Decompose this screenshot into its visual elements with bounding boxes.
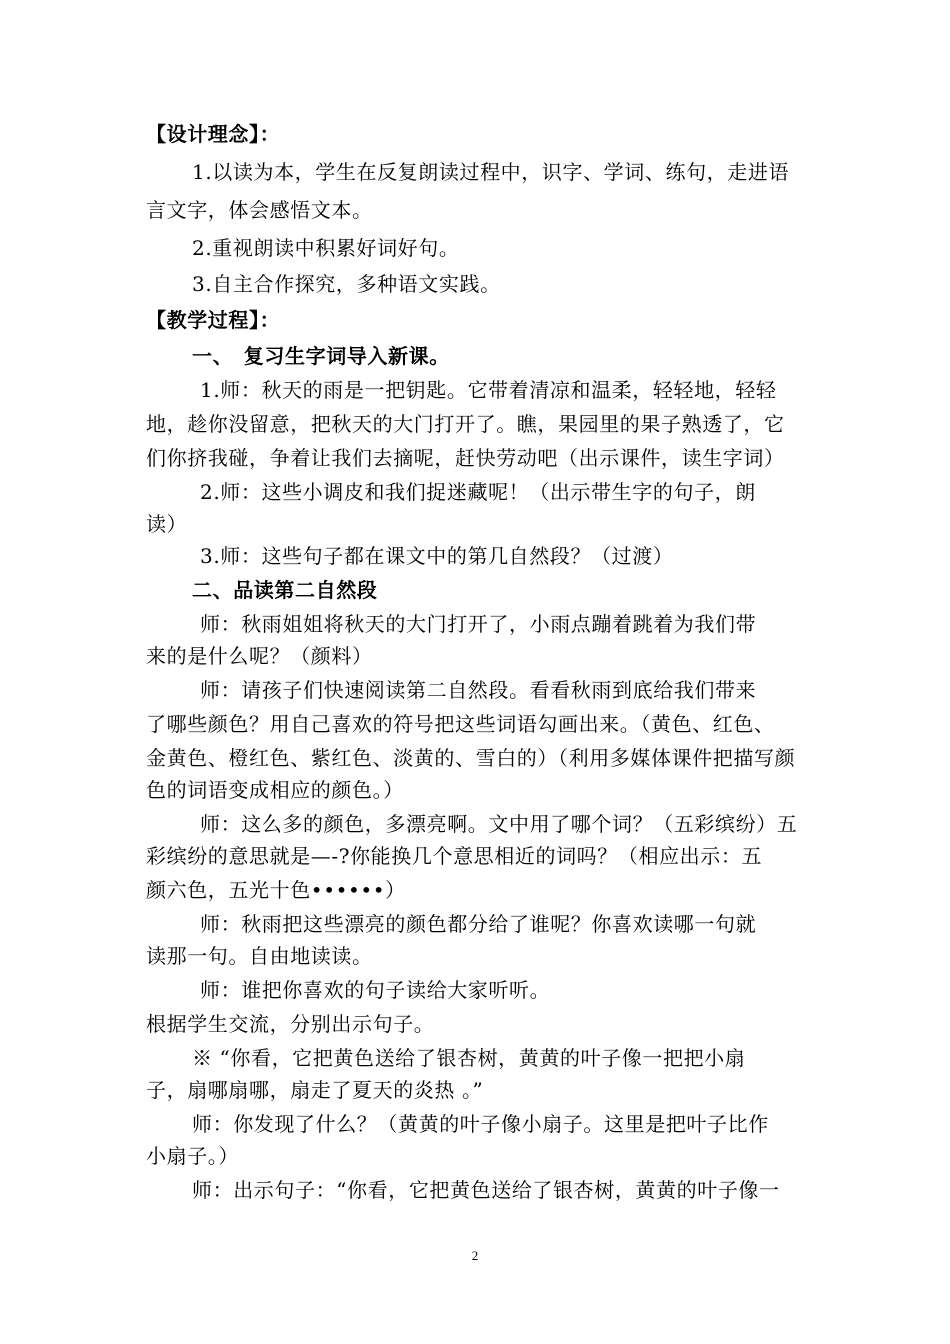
page-number: 2 <box>471 1248 479 1263</box>
paragraph-line: 师：这么多的颜色，多漂亮啊。文中用了哪个词？（五彩缤纷）五 <box>200 812 798 836</box>
paragraph-line: 言文字，体会感悟文本。 <box>146 198 373 222</box>
paragraph-line: 来的是什么呢？（颜料） <box>146 644 373 668</box>
paragraph-line: 了哪些颜色？用自己喜欢的符号把这些词语勾画出来。（黄色、红色、 <box>146 712 775 736</box>
paragraph-line: 彩缤纷的意思就是—-?你能换几个意思相近的词吗？（相应出示：五 <box>146 844 763 868</box>
paragraph-line: 色的词语变成相应的颜色。） <box>146 778 404 802</box>
paragraph-line: 3.师：这些句子都在课文中的第几自然段？（过渡） <box>200 544 674 568</box>
paragraph-line: 子，扇哪扇哪，扇走了夏天的炎热 。” <box>146 1078 484 1102</box>
paragraph-line: 3.自主合作探究，多种语文实践。 <box>192 272 501 296</box>
paragraph-line: 1.师：秋天的雨是一把钥匙。它带着清凉和温柔，轻轻地，轻轻 <box>200 378 777 402</box>
paragraph-line: 们你挤我碰，争着让我们去摘呢，赶快劳动吧（出示课件，读生字词） <box>146 446 785 470</box>
paragraph-line: 2.重视朗读中积累好词好句。 <box>192 236 460 260</box>
paragraph-line: 地，趁你没留意，把秋天的大门打开了。瞧，果园里的果子熟透了，它 <box>146 412 785 436</box>
section-heading-1: 一、 复习生字词导入新课。 <box>192 344 450 368</box>
paragraph-line: 师：你发现了什么？（黄黄的叶子像小扇子。这里是把叶子比作 <box>192 1112 769 1136</box>
paragraph-line: 师：秋雨把这些漂亮的颜色都分给了谁呢？你喜欢读哪一句就 <box>200 912 757 936</box>
paragraph-line: 1.以读为本，学生在反复朗读过程中，识字、学词、练句，走进语 <box>192 160 790 184</box>
paragraph-line: 2.师：这些小调皮和我们捉迷藏呢！（出示带生字的句子，朗 <box>200 480 756 504</box>
paragraph-line: 师：谁把你喜欢的句子读给大家听听。 <box>200 978 551 1002</box>
design-concept-heading: 【设计理念】： <box>146 122 281 146</box>
paragraph-line: 师：秋雨姐姐将秋天的大门打开了，小雨点蹦着跳着为我们带 <box>200 612 757 636</box>
paragraph-line: 根据学生交流，分别出示句子。 <box>146 1012 435 1036</box>
paragraph-line: 读） <box>146 512 188 536</box>
teaching-process-heading: 【教学过程】： <box>146 308 281 332</box>
paragraph-line: 金黄色、橙红色、紫红色、淡黄的、雪白的）（利用多媒体课件把描写颜 <box>146 746 796 770</box>
section-heading-2: 二、品读第二自然段 <box>192 578 378 602</box>
paragraph-line: ※ “你看，它把黄色送给了银杏树，黄黄的叶子像一把把小扇 <box>192 1046 746 1070</box>
paragraph-line: 师：请孩子们快速阅读第二自然段。看看秋雨到底给我们带来 <box>200 678 757 702</box>
paragraph-line: 师：出示句子：“你看，它把黄色送给了银杏树，黄黄的叶子像一 <box>192 1178 780 1202</box>
paragraph-line: 读那一句。自由地读读。 <box>146 944 373 968</box>
paragraph-line: 小扇子。） <box>146 1144 239 1168</box>
paragraph-line: 颜六色，五光十色••••••） <box>146 878 406 902</box>
